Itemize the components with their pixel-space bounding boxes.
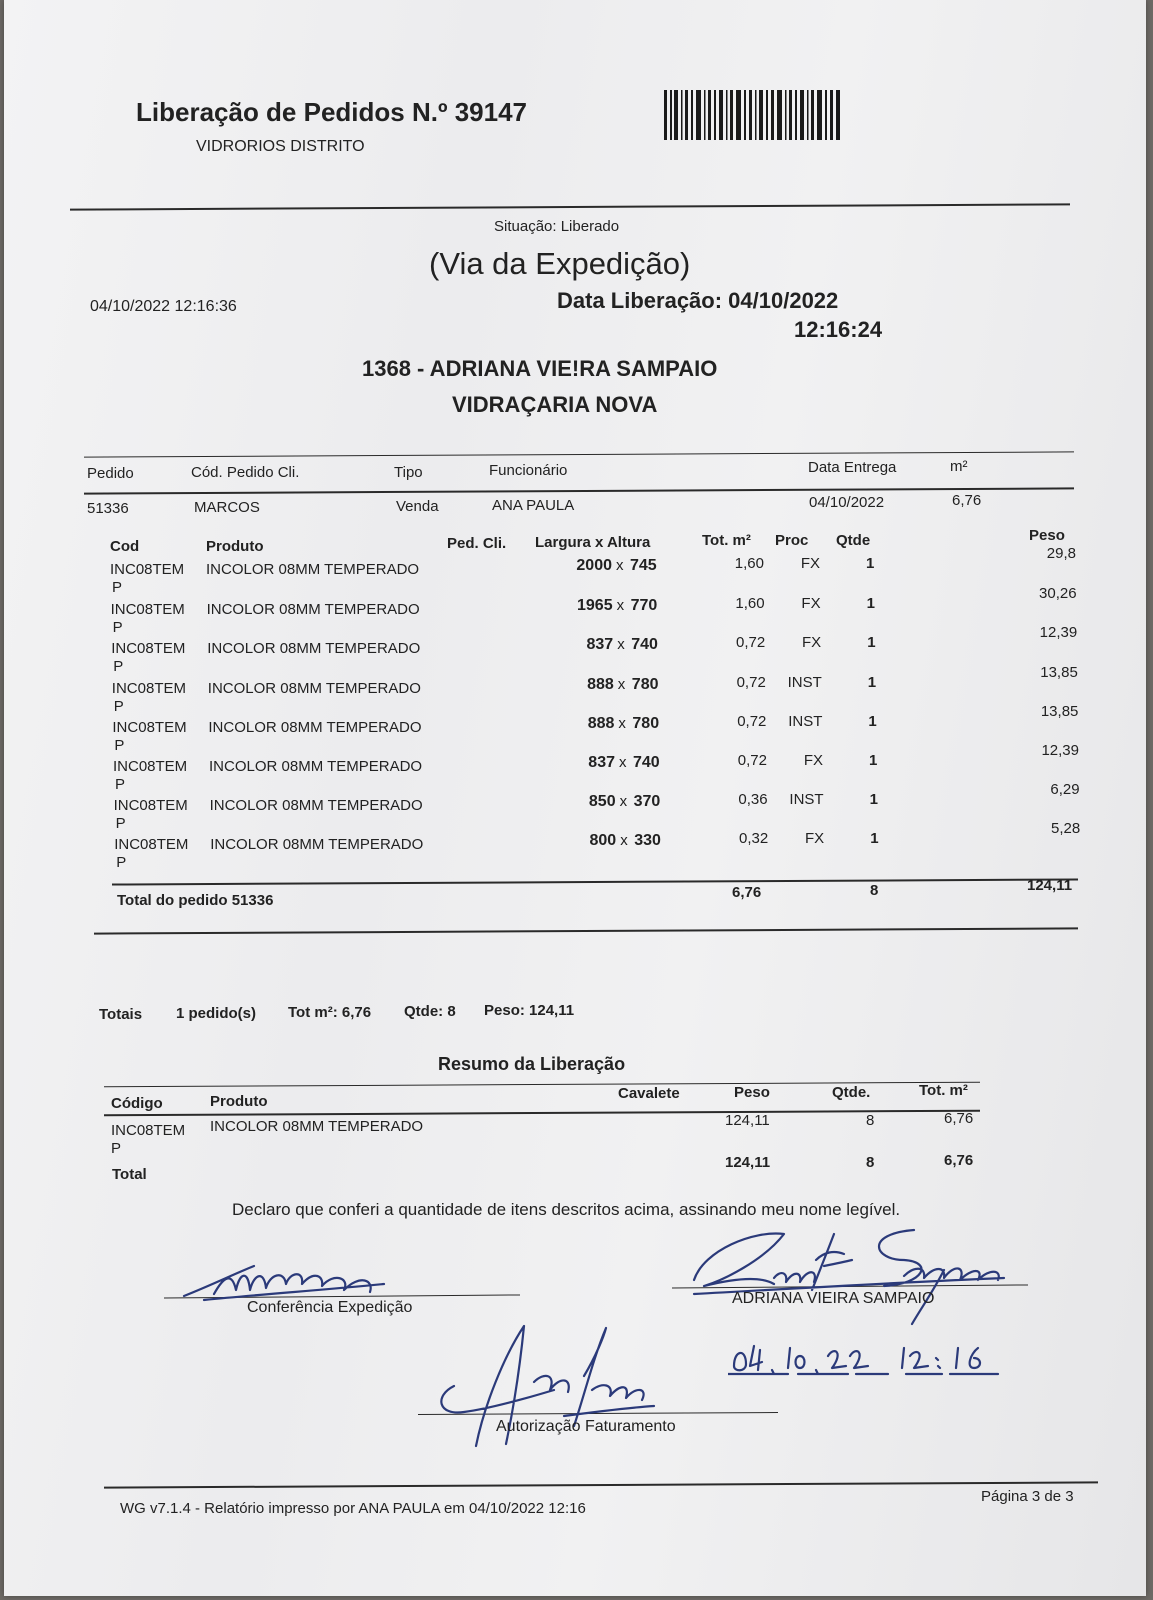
- declaration-text: Declaro que conferi a quantidade de itens descritos acima, assinando meu nome legível.: [232, 1200, 901, 1219]
- item-altura: 330: [634, 832, 661, 850]
- resumo-peso: 124,11: [725, 1112, 770, 1129]
- company-name: VIDRORIOS DISTRITO: [196, 138, 365, 155]
- barcode: [664, 90, 840, 140]
- item-tot-m2: 0,36: [738, 791, 768, 809]
- item-cod: INC08TEM: [110, 561, 185, 578]
- item-cod-cont: P: [113, 698, 124, 716]
- items-col-cod: Cod: [110, 538, 140, 555]
- via-label: (Via da Expedição): [429, 246, 691, 281]
- item-peso: 12,39: [1041, 741, 1079, 759]
- item-cod: INC08TEM: [113, 797, 188, 815]
- item-cod: INC08TEM: [110, 600, 185, 618]
- totals-qtde: Qtde: 8: [404, 1003, 456, 1020]
- item-tot-m2: 0,32: [738, 830, 769, 848]
- item-cod: INC08TEM: [112, 718, 187, 736]
- item-times: x: [616, 557, 624, 574]
- resumo-total-peso: 124,11: [725, 1154, 771, 1171]
- situacao: Situação: Liberado: [494, 218, 620, 235]
- order-cod-pedido-cli: MARCOS: [194, 499, 260, 516]
- item-cod-cont: P: [115, 815, 126, 833]
- resumo-tot-m2: 6,76: [944, 1110, 974, 1127]
- resumo-col-cavalete: Cavalete: [618, 1085, 680, 1102]
- item-tot-m2: 1,60: [735, 594, 765, 612]
- data-liberacao: Data Liberação: 04/10/2022: [557, 288, 839, 313]
- items-col-produto: Produto: [206, 538, 264, 555]
- item-times: x: [616, 596, 625, 614]
- item-largura: 850: [588, 793, 616, 811]
- item-produto: INCOLOR 08MM TEMPERADO: [206, 561, 420, 578]
- item-peso: 13,85: [1040, 664, 1078, 682]
- item-proc: INST: [788, 712, 823, 730]
- item-times: x: [617, 676, 626, 694]
- order-pedido: 51336: [87, 500, 129, 517]
- item-altura: 370: [633, 793, 661, 811]
- item-times: x: [619, 753, 627, 771]
- item-proc: INST: [787, 674, 822, 692]
- items-total-rule: [112, 878, 1078, 885]
- resumo-col-qtde: Qtde.: [832, 1084, 871, 1101]
- document-title: Liberação de Pedidos N.º 39147: [136, 97, 527, 127]
- item-peso: 13,85: [1040, 702, 1079, 720]
- item-times: x: [620, 832, 628, 850]
- item-cod: INC08TEM: [114, 836, 189, 854]
- items-col-peso: Peso: [1029, 527, 1065, 544]
- item-altura: 770: [630, 596, 658, 614]
- item-largura: 1965: [577, 596, 613, 614]
- item-cod: INC08TEM: [111, 640, 186, 658]
- item-qtde: 1: [866, 555, 875, 572]
- item-proc: FX: [800, 555, 820, 572]
- document-page: [4, 0, 1146, 1596]
- item-largura: 837: [586, 636, 614, 654]
- item-altura: 780: [631, 676, 659, 694]
- order-section-rule: [94, 927, 1078, 934]
- item-peso: 30,26: [1039, 584, 1077, 602]
- footer-printed-by: WG v7.1.4 - Relatório impresso por ANA PAULA em 04/10/2022 12:16: [120, 1500, 586, 1517]
- item-qtde: 1: [866, 594, 875, 612]
- header-divider: [70, 203, 1070, 210]
- resumo-col-peso: Peso: [734, 1084, 770, 1101]
- item-cod-cont: P: [116, 854, 127, 872]
- item-qtde: 1: [870, 830, 879, 848]
- item-proc: INST: [789, 791, 824, 809]
- item-times: x: [618, 714, 626, 732]
- handwritten-date-text: [24, 1340, 32, 1341]
- item-altura: 745: [630, 557, 657, 574]
- item-largura: 888: [587, 676, 614, 694]
- col-m2: m²: [950, 458, 968, 475]
- item-peso: 5,28: [1050, 820, 1081, 838]
- resumo-col-produto: Produto: [210, 1093, 268, 1110]
- item-produto: INCOLOR 08MM TEMPERADO: [207, 680, 421, 698]
- item-cod: INC08TEM: [111, 680, 186, 698]
- item-qtde: 1: [867, 674, 877, 692]
- order-tipo: Venda: [396, 498, 439, 515]
- col-funcionario: Funcionário: [489, 462, 568, 479]
- items-col-largura-altura: Largura x Altura: [535, 534, 651, 551]
- order-table-top-rule: [84, 451, 1074, 457]
- items-col-tot-m2: Tot. m²: [702, 532, 751, 549]
- item-qtde: 1: [868, 712, 877, 730]
- item-proc: FX: [801, 594, 821, 612]
- item-largura: 888: [587, 714, 615, 732]
- printed-at: 04/10/2022 12:16:36: [90, 298, 237, 315]
- footer-page-number: Página 3 de 3: [981, 1488, 1074, 1505]
- col-pedido: Pedido: [87, 465, 134, 482]
- item-cod-cont: P: [115, 775, 126, 793]
- totals-peso: Peso: 124,11: [484, 1002, 575, 1019]
- customer-name: 1368 - ADRIANA VIE!RA SAMPAIO: [362, 356, 718, 381]
- item-qtde: 1: [869, 751, 878, 769]
- data-liberacao-time: 12:16:24: [794, 317, 883, 342]
- totals-label: Totais: [99, 1006, 143, 1023]
- autorizacao-label: Autorização Faturamento: [496, 1418, 676, 1435]
- item-cod-cont: P: [113, 658, 124, 676]
- item-tot-m2: 0,72: [736, 674, 766, 692]
- item-cod: INC08TEM: [113, 757, 188, 775]
- item-produto: INCOLOR 08MM TEMPERADO: [209, 757, 423, 775]
- item-largura: 837: [588, 753, 615, 771]
- item-peso: 6,29: [1050, 781, 1080, 799]
- item-cod-cont: P: [112, 579, 123, 596]
- resumo-qtde: 8: [866, 1112, 875, 1129]
- item-tot-m2: 0,72: [737, 751, 767, 769]
- resumo-col-tot-m2: Tot. m²: [919, 1082, 968, 1099]
- item-cod-cont: P: [112, 618, 123, 636]
- order-total-m2: 6,76: [732, 884, 762, 901]
- order-data-entrega: 04/10/2022: [809, 494, 885, 511]
- item-altura: 780: [632, 714, 660, 732]
- item-altura: 740: [631, 636, 658, 654]
- conferencia-signature: [174, 1254, 414, 1304]
- item-produto: INCOLOR 08MM TEMPERADO: [206, 600, 420, 618]
- item-largura: 800: [589, 832, 617, 850]
- item-produto: INCOLOR 08MM TEMPERADO: [208, 718, 422, 736]
- order-total-label: Total do pedido 51336: [117, 892, 274, 909]
- item-produto: INCOLOR 08MM TEMPERADO: [210, 836, 424, 854]
- customer-signature: [684, 1220, 1024, 1330]
- item-times: x: [617, 636, 625, 654]
- resumo-codigo-cont: P: [111, 1140, 122, 1157]
- resumo-title: Resumo da Liberação: [438, 1054, 626, 1074]
- resumo-total-label: Total: [112, 1166, 147, 1183]
- item-qtde: 1: [869, 791, 878, 809]
- item-largura: 2000: [576, 557, 612, 574]
- order-m2: 6,76: [952, 492, 982, 509]
- resumo-codigo: INC08TEM: [111, 1122, 186, 1139]
- handwritten-date-drawing: [728, 1336, 1018, 1376]
- item-peso: 29,8: [1046, 545, 1076, 562]
- items-col-ped-cli: Ped. Cli.: [447, 535, 507, 552]
- col-data-entrega: Data Entrega: [808, 459, 897, 476]
- resumo-total-qtde: 8: [866, 1154, 875, 1171]
- item-peso: 12,39: [1039, 624, 1078, 642]
- col-tipo: Tipo: [394, 464, 423, 481]
- item-cod-cont: P: [114, 736, 125, 754]
- col-cod-pedido-cli: Cód. Pedido Cli.: [191, 464, 300, 481]
- order-total-qtde: 8: [870, 882, 879, 899]
- customer-company: VIDRAÇARIA NOVA: [452, 392, 658, 417]
- item-tot-m2: 0,72: [735, 634, 766, 652]
- order-header-rule: [84, 487, 1074, 494]
- customer-signature-name: ADRIANA VIEIRA SAMPAIO: [732, 1290, 935, 1307]
- resumo-header-rule: [104, 1110, 980, 1117]
- item-produto: INCOLOR 08MM TEMPERADO: [209, 797, 423, 815]
- resumo-col-codigo: Código: [111, 1095, 163, 1112]
- item-proc: FX: [802, 634, 822, 652]
- totals-pedidos: 1 pedido(s): [176, 1005, 257, 1022]
- footer-rule: [104, 1481, 1098, 1488]
- item-times: x: [619, 793, 628, 811]
- item-produto: INCOLOR 08MM TEMPERADO: [207, 640, 421, 658]
- conferencia-label: Conferência Expedição: [247, 1299, 413, 1316]
- order-total-peso: 124,11: [1027, 877, 1073, 894]
- resumo-produto: INCOLOR 08MM TEMPERADO: [210, 1118, 424, 1135]
- item-qtde: 1: [867, 634, 876, 652]
- items-col-proc: Proc: [775, 532, 809, 549]
- resumo-total-tot-m2: 6,76: [944, 1152, 974, 1169]
- item-tot-m2: 1,60: [734, 555, 764, 572]
- item-tot-m2: 0,72: [737, 712, 767, 730]
- item-proc: FX: [803, 751, 823, 769]
- items-col-qtde: Qtde: [836, 532, 871, 549]
- item-altura: 740: [633, 753, 660, 771]
- totals-tot-m2: Tot m²: 6,76: [288, 1004, 372, 1021]
- order-funcionario: ANA PAULA: [492, 497, 575, 514]
- item-proc: FX: [805, 830, 825, 848]
